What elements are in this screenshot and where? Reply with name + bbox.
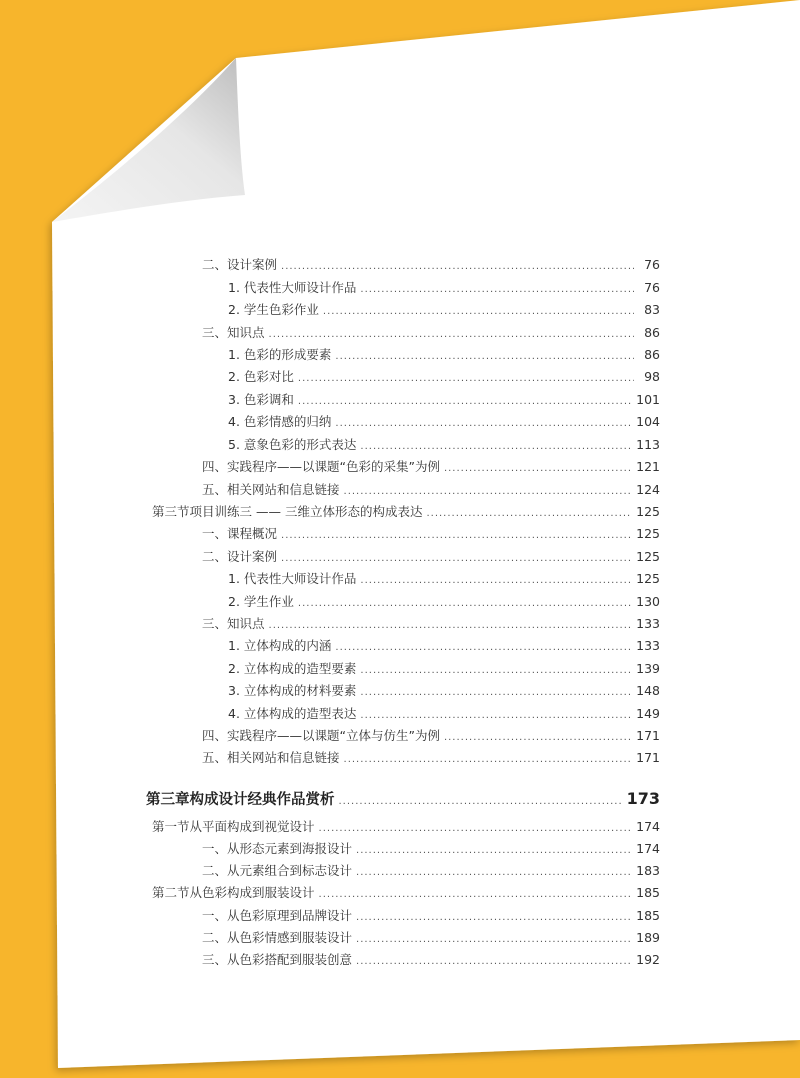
toc-title: 五、相关网站和信息链接 [202, 750, 340, 765]
toc-title: 2. 学生作业 [228, 594, 294, 609]
toc-entry[interactable] [202, 256, 660, 274]
leader-dots [356, 931, 632, 949]
toc-title: 3. 色彩调和 [228, 392, 294, 407]
toc-entry[interactable] [228, 637, 660, 655]
toc-title: 1. 代表性大师设计作品 [228, 280, 357, 295]
toc-title: 1. 代表性大师设计作品 [228, 571, 357, 586]
toc-entry-section[interactable] [152, 818, 660, 836]
toc-entry[interactable] [228, 301, 660, 319]
leader-dots [360, 572, 632, 590]
toc-title: 1. 立体构成的内涵 [228, 638, 332, 653]
leader-dots [269, 326, 634, 344]
toc-title: 2. 学生色彩作业 [228, 302, 319, 317]
toc-page: 192 [636, 952, 660, 967]
leader-dots [298, 595, 632, 613]
toc-page: 83 [644, 302, 660, 317]
toc-page: 171 [636, 750, 660, 765]
toc-title: 一、从色彩原理到品牌设计 [202, 908, 353, 923]
toc-page: 149 [636, 706, 660, 721]
toc-chapter-label: 第三章 [146, 792, 190, 808]
leader-dots [360, 707, 632, 725]
leader-dots [319, 820, 633, 838]
toc-entry[interactable] [228, 346, 660, 364]
toc-title: 从色彩构成到服装设计 [189, 885, 315, 900]
toc-page: 148 [636, 683, 660, 698]
toc-title: 三、知识点 [202, 616, 265, 631]
toc-page: 98 [644, 369, 660, 384]
toc-entry[interactable] [202, 525, 660, 543]
leader-dots [356, 842, 632, 860]
toc-entry[interactable] [202, 749, 660, 767]
toc-entry[interactable] [228, 660, 660, 678]
toc-section-label: 第二节 [152, 885, 190, 900]
leader-dots [298, 370, 634, 388]
toc-entry[interactable] [228, 436, 660, 454]
toc-section-label: 第三节 [152, 504, 190, 519]
toc-entry[interactable] [228, 705, 660, 723]
leader-dots [335, 415, 632, 433]
toc-title: 二、从元素组合到标志设计 [202, 863, 353, 878]
toc-title: 3. 立体构成的材料要素 [228, 683, 357, 698]
toc-title: 三、从色彩搭配到服装创意 [202, 952, 353, 967]
toc-page: 113 [636, 437, 660, 452]
leader-dots [344, 751, 633, 769]
toc-entry[interactable] [202, 907, 660, 925]
toc-page: 189 [636, 930, 660, 945]
leader-dots [360, 438, 632, 456]
toc-page: 104 [636, 414, 660, 429]
leader-dots [360, 662, 632, 680]
leader-dots [269, 617, 633, 635]
toc-page: 125 [636, 549, 660, 564]
toc-entry[interactable] [228, 682, 660, 700]
toc-title: 2. 色彩对比 [228, 369, 294, 384]
toc-entry-section[interactable] [152, 503, 660, 521]
toc-page: 171 [636, 728, 660, 743]
toc-title: 四、实践程序——以课题“立体与仿生”为例 [202, 728, 440, 743]
toc-entry[interactable] [202, 481, 660, 499]
toc-page: 125 [636, 504, 660, 519]
toc-page: 173 [626, 789, 660, 808]
toc-page: 101 [636, 392, 660, 407]
toc-title: 5. 意象色彩的形式表达 [228, 437, 357, 452]
toc-page: 183 [636, 863, 660, 878]
toc-page: 86 [644, 347, 660, 362]
toc-page: 124 [636, 482, 660, 497]
leader-dots [344, 483, 633, 501]
toc-entry[interactable] [202, 840, 660, 858]
toc-entry[interactable] [228, 391, 660, 409]
toc-title: 二、从色彩情感到服装设计 [202, 930, 353, 945]
toc-entry[interactable] [202, 548, 660, 566]
leader-dots [444, 729, 632, 747]
toc-entry[interactable] [202, 951, 660, 969]
leader-dots [356, 909, 632, 927]
toc-page: 130 [636, 594, 660, 609]
toc-page: 133 [636, 616, 660, 631]
leader-dots [339, 793, 623, 811]
toc-title: 二、设计案例 [202, 549, 278, 564]
leader-dots [281, 258, 634, 276]
leader-dots [298, 393, 632, 411]
toc-page: 185 [636, 885, 660, 900]
toc-title: 2. 立体构成的造型要素 [228, 661, 357, 676]
leader-dots [444, 460, 632, 478]
toc-title: 构成设计经典作品赏析 [189, 792, 335, 808]
toc-entry-section[interactable] [152, 884, 660, 902]
toc-title: 从平面构成到视觉设计 [189, 819, 315, 834]
toc-title: 4. 色彩情感的归纳 [228, 414, 332, 429]
leader-dots [356, 953, 632, 971]
toc-entry[interactable] [228, 368, 660, 386]
leader-dots [360, 281, 634, 299]
toc-title: 一、从形态元素到海报设计 [202, 841, 353, 856]
toc-title: 四、实践程序——以课题“色彩的采集”为例 [202, 459, 440, 474]
toc-page: 174 [636, 819, 660, 834]
toc-entry[interactable] [202, 862, 660, 880]
toc-page: 76 [644, 280, 660, 295]
toc-section-label: 第一节 [152, 819, 190, 834]
leader-dots [335, 348, 634, 366]
leader-dots [281, 527, 632, 545]
toc-title: 五、相关网站和信息链接 [202, 482, 340, 497]
toc-entry[interactable] [228, 570, 660, 588]
toc-title: 一、课程概况 [202, 526, 278, 541]
leader-dots [281, 550, 632, 568]
toc-entry[interactable] [202, 929, 660, 947]
leader-dots [323, 303, 634, 321]
toc-title: 1. 色彩的形成要素 [228, 347, 332, 362]
toc-page: 174 [636, 841, 660, 856]
toc-entry[interactable] [228, 593, 660, 611]
toc-page: 125 [636, 526, 660, 541]
toc-title: 4. 立体构成的造型表达 [228, 706, 357, 721]
toc-title: 项目训练三 —— 三维立体形态的构成表达 [189, 504, 423, 519]
toc-entry[interactable] [202, 727, 660, 745]
leader-dots [335, 639, 632, 657]
toc-entry[interactable] [228, 413, 660, 431]
toc-page: 121 [636, 459, 660, 474]
toc-entry[interactable] [202, 324, 660, 342]
toc-entry[interactable] [228, 279, 660, 297]
toc-title: 三、知识点 [202, 325, 265, 340]
toc-page: 139 [636, 661, 660, 676]
toc-page: 76 [644, 257, 660, 272]
leader-dots [426, 505, 632, 523]
leader-dots [319, 886, 633, 904]
toc-page: 185 [636, 908, 660, 923]
toc-entry[interactable] [202, 615, 660, 633]
toc-page: 133 [636, 638, 660, 653]
toc-title: 二、设计案例 [202, 257, 278, 272]
leader-dots [360, 684, 632, 702]
toc-chapter-entry[interactable] [146, 790, 660, 808]
toc-page: 125 [636, 571, 660, 586]
toc-entry[interactable] [202, 458, 660, 476]
toc-page: 86 [644, 325, 660, 340]
leader-dots [356, 864, 632, 882]
